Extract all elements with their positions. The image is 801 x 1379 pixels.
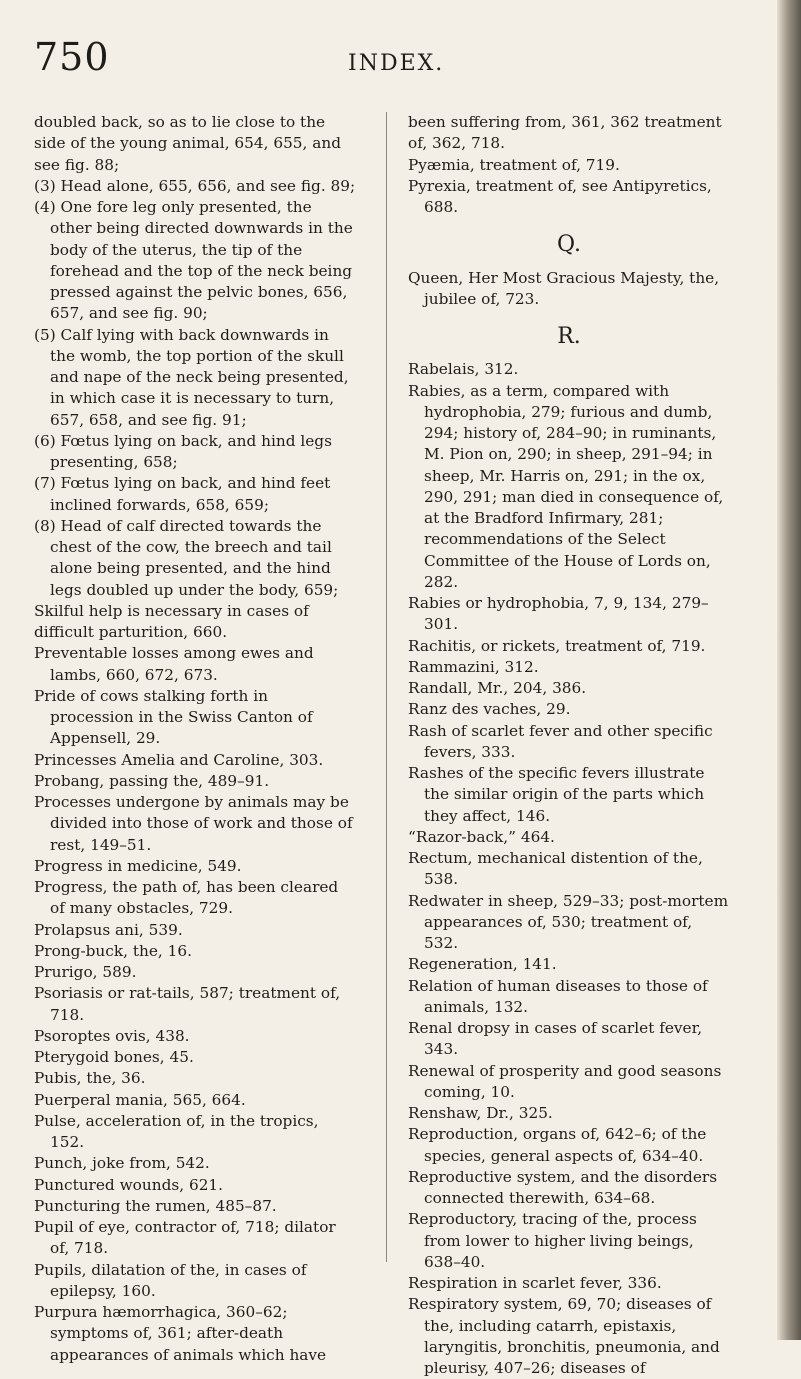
index-entry: Preventable losses among ewes and lambs, 660, 672, 673. — [34, 644, 314, 684]
index-entry: Prong-buck, the, 16. — [34, 941, 192, 960]
page-edge-shadow — [777, 0, 801, 1340]
index-entry: Pyrexia, treatment of, see Antipyretics, 688. — [408, 176, 712, 216]
page-number: 750 — [34, 35, 110, 79]
index-entry: Pulse, acceleration of, in the tropics, 152. — [34, 1111, 319, 1151]
index-entry: Reproduction, organs of, 642–6; of the species, general aspects of, 634–40. — [408, 1125, 707, 1165]
index-entry: Rectum, mechanical distention of the, 538. — [408, 849, 703, 889]
index-entry: Ranz des vaches, 29. — [408, 700, 571, 719]
index-entry: Princesses Amelia and Caroline, 303. — [34, 750, 324, 769]
index-entry: Progress in medicine, 549. — [34, 856, 242, 875]
index-entry: Puncturing the rumen, 485–87. — [34, 1196, 277, 1215]
index-entry: Probang, passing the, 489–91. — [34, 771, 270, 790]
index-entry: Rashes of the specific fevers illustrate the similar origin of the parts which they affect, 146. — [408, 764, 705, 825]
index-entry: Rash of scarlet fever and other specific fevers, 333. — [408, 721, 713, 761]
index-entry: Skilful help is necessary in cases of difficult parturition, 660. — [34, 601, 309, 641]
index-entry: Psoriasis or rat-tails, 587; treatment of, 718. — [34, 984, 341, 1024]
index-entry: Prurigo, 589. — [34, 963, 137, 981]
index-entry: “Razor-back,” 464. — [408, 827, 555, 846]
section-letter-r: R. — [557, 324, 581, 349]
index-entry: Pride of cows stalking forth in procession in the Swiss Canton of Appensell, 29. — [34, 686, 313, 748]
section-letter-q: Q. — [557, 232, 581, 258]
index-entry: Reproductory, tracing of the, process from lower to higher living beings, 638–40. — [408, 1210, 697, 1271]
index-entry: Randall, Mr., 204, 386. — [408, 679, 587, 697]
index-entry: Pyæmia, treatment of, 719. — [408, 155, 620, 174]
index-entry: Respiratory system, 69, 70; diseases of the, including catarrh, epistaxis, laryngitis, bronchitis, pneumonia, and pleurisy, 407–26; diseases of — [408, 1295, 720, 1377]
index-entry: Renal dropsy in cases of scarlet fever, 343. — [408, 1019, 703, 1059]
index-entry: Pupils, dilatation of the, in cases of epilepsy, 160. — [34, 1260, 307, 1300]
index-entry: Renewal of prosperity and good seasons coming, 10. — [408, 1061, 722, 1101]
index-entry: Puerperal mania, 565, 664. — [34, 1090, 246, 1109]
right-column — [408, 112, 730, 1379]
index-entry: Rabelais, 312. — [408, 360, 519, 379]
index-entry: Regeneration, 141. — [408, 955, 557, 974]
index-entry: Pterygoid bones, 45. — [34, 1048, 194, 1066]
index-entry: Reproductive system, and the disorders connected therewith, 634–68. — [408, 1167, 718, 1207]
left-column — [34, 112, 356, 1366]
section-r-entries — [408, 359, 730, 1379]
index-entry: Progress, the path of, has been cleared of many obstacles, 729. — [34, 878, 339, 918]
index-entry: Prolapsus ani, 539. — [34, 920, 183, 939]
running-head: INDEX. — [348, 51, 445, 76]
index-entry: been suffering from, 361, 362 treatment of, 362, 718. — [408, 113, 722, 153]
index-entry: Punch, joke from, 542. — [34, 1154, 210, 1173]
index-entry: (4) One fore leg only presented, the other being directed downwards in the body of the uterus, the tip of the forehead and the top of the neck being pressed against the pelvic bones, 656, 657, and see fig. 90; — [34, 198, 353, 323]
index-entry: doubled back, so as to lie close to the side of the young animal, 654, 655, and see fig. 88; — [34, 113, 342, 174]
index-entry: Purpura hæmorrhagica, 360–62; symptoms of, 361; after-death appearances of animals which have — [34, 1303, 327, 1364]
index-entry: Pupil of eye, contractor of, 718; dilator of, 718. — [34, 1218, 336, 1258]
column-divider — [386, 112, 387, 1262]
index-entry: (5) Calf lying with back downwards in the womb, the top portion of the skull and nape of the neck being presented, in which case it is necessary to turn, 657, 658, and see fig. 91; — [34, 325, 349, 429]
index-entry: (7) Fœtus lying on back, and hind feet inclined forwards, 658, 659; — [34, 474, 331, 514]
index-entry: (3) Head alone, 655, 656, and see fig. 89; — [34, 176, 356, 195]
index-entry: (8) Head of calf directed towards the chest of the cow, the breech and tail alone being presented, and the hind legs doubled up under the body, 659; — [34, 516, 339, 599]
index-entry: (6) Fœtus lying on back, and hind legs presenting, 658; — [34, 431, 332, 471]
index-entry: Redwater in sheep, 529–33; post-mortem appearances of, 530; treatment of, 532. — [408, 891, 729, 952]
section-q-entries — [408, 268, 730, 311]
index-entry: Relation of human diseases to those of animals, 132. — [408, 976, 708, 1016]
index-entry: Rabies, as a term, compared with hydrophobia, 279; furious and dumb, 294; history of, 284–90; in ruminants, M. Pion on, 290; in sheep, 291–94; in sheep, Mr. Harris on, 291; in the ox, 290, 291; man died in consequence of, at the Bradford Infirmary, 281; recommendations of the Select Committee of the House of Lords on, 282. — [408, 381, 724, 591]
index-entry: Rabies or hydrophobia, 7, 9, 134, 279–301. — [408, 594, 709, 634]
index-entry: Processes undergone by animals may be divided into those of work and those of rest, 149–51. — [34, 793, 353, 854]
index-entry: Respiration in scarlet fever, 336. — [408, 1274, 662, 1292]
index-entry: Rammazini, 312. — [408, 657, 539, 676]
right-column-continuation — [408, 112, 730, 218]
index-entry: Rachitis, or rickets, treatment of, 719. — [408, 636, 706, 655]
index-entry: Punctured wounds, 621. — [34, 1175, 224, 1194]
index-entry: Pubis, the, 36. — [34, 1069, 146, 1088]
index-entry: Psoroptes ovis, 438. — [34, 1026, 190, 1045]
index-entry: Renshaw, Dr., 325. — [408, 1104, 553, 1122]
index-entry: Queen, Her Most Gracious Majesty, the, jubilee of, 723. — [408, 268, 720, 308]
